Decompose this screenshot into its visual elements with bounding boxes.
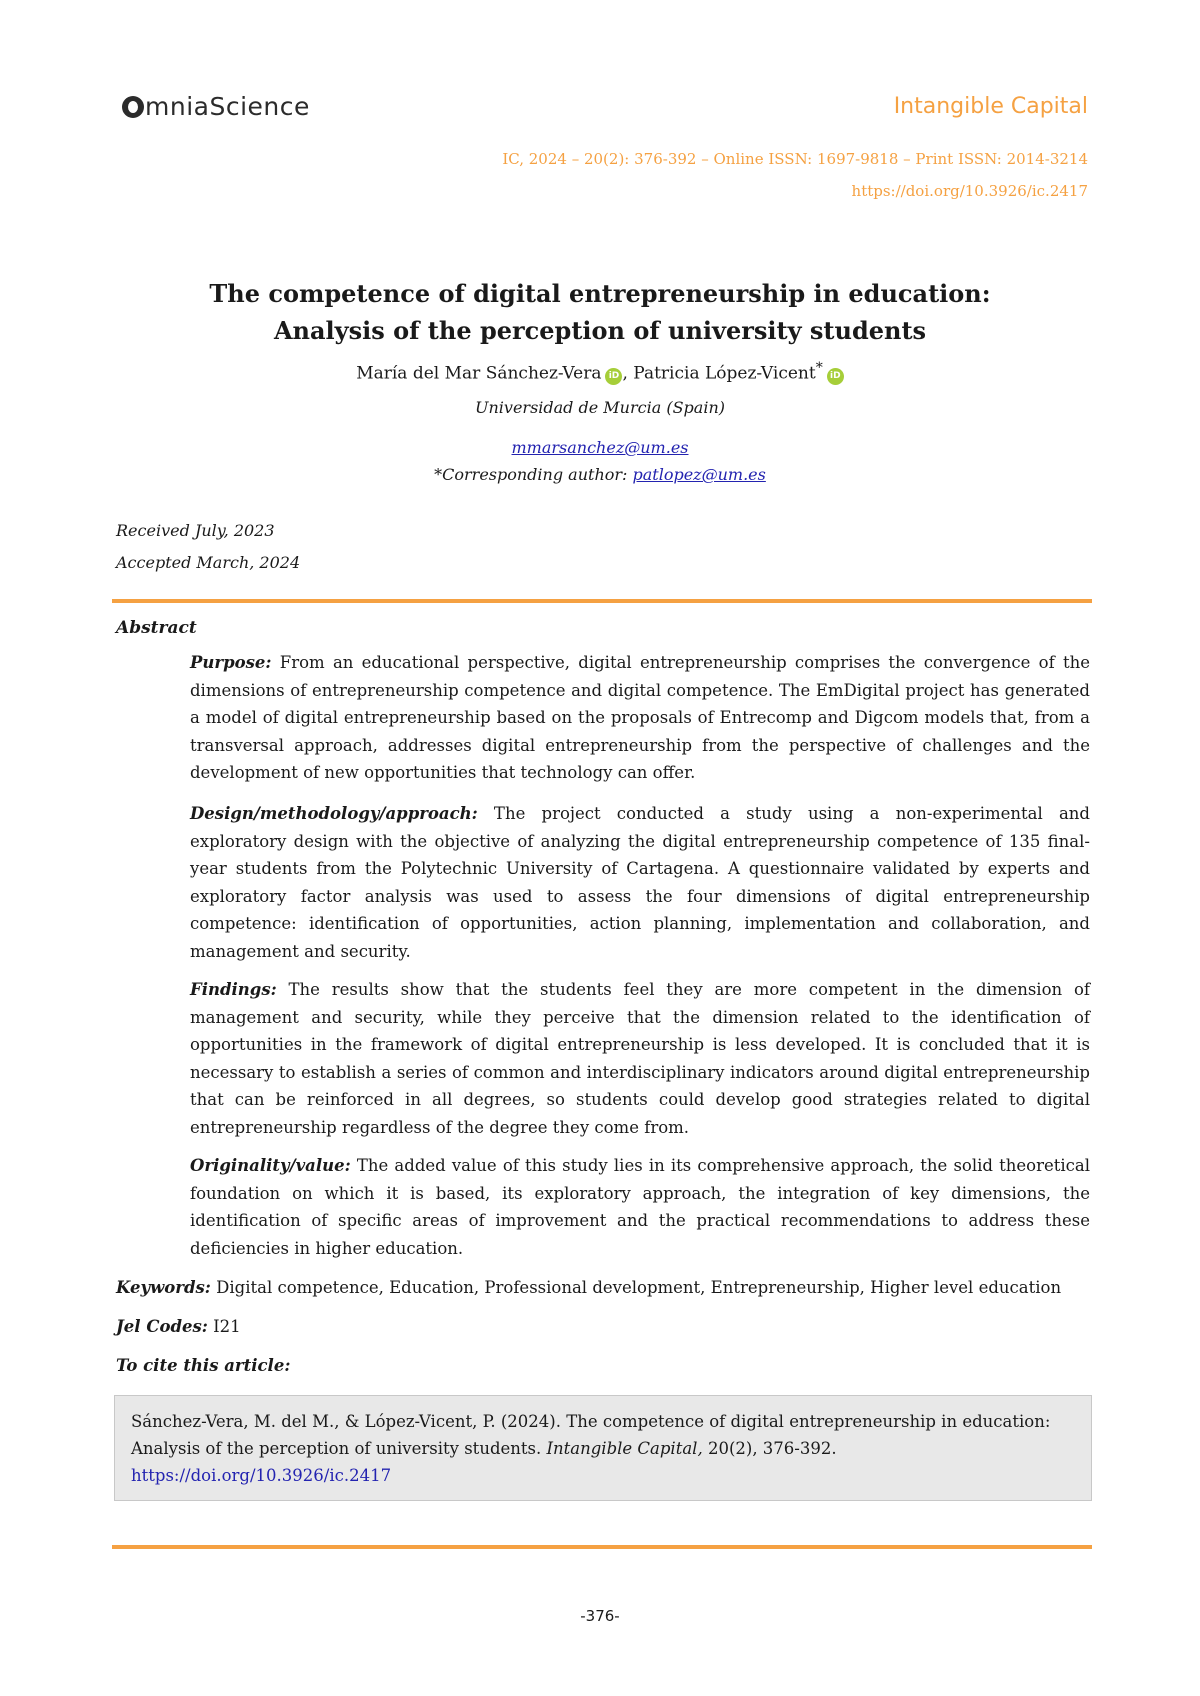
author-2: Patricia López-Vicent bbox=[633, 363, 816, 384]
orcid-icon[interactable]: iD bbox=[827, 368, 844, 385]
title-line-1: The competence of digital entrepreneurship in education: bbox=[209, 279, 991, 308]
article-dates bbox=[116, 515, 300, 579]
journal-name: Intangible Capital bbox=[893, 94, 1088, 119]
originality-label: Originality/value: bbox=[190, 1156, 351, 1175]
citation-volume: 20(2), 376-392. bbox=[702, 1439, 837, 1458]
title-line-2: Analysis of the perception of university students bbox=[273, 316, 927, 345]
jel-text: I21 bbox=[207, 1317, 241, 1336]
author-1: María del Mar Sánchez-Vera bbox=[356, 363, 602, 384]
top-divider bbox=[112, 599, 1092, 603]
corresponding-author bbox=[0, 465, 1200, 484]
findings-text: The results show that the students feel they are more competent in the dimension of management and security, while they perceive that the dimension related to the identification of opportunities in the framework of digital entrepreneurship is less developed. It is concluded that it is necessary to establish a series of common and interdisciplinary indicators around digital entrepreneurship that can be reinforced in all degrees, so students could develop good strategies related to digital entrepreneurship regardless of the degree they come from. bbox=[190, 980, 1090, 1137]
abstract-originality bbox=[190, 1152, 1090, 1262]
abstract-design bbox=[190, 800, 1090, 965]
citation-box bbox=[114, 1395, 1092, 1501]
article-title bbox=[0, 275, 1200, 349]
header-doi-link[interactable]: https://doi.org/10.3926/ic.2417 bbox=[851, 182, 1088, 200]
citation-journal: Intangible Capital, bbox=[546, 1439, 703, 1458]
orcid-icon[interactable]: iD bbox=[605, 368, 622, 385]
cite-heading bbox=[116, 1356, 290, 1375]
keywords bbox=[116, 1278, 1061, 1297]
author-email-link[interactable]: mmarsanchez@um.es bbox=[511, 438, 689, 457]
page-number: -376- bbox=[580, 1607, 620, 1625]
corresponding-mark: * bbox=[815, 360, 823, 376]
citation-doi-link[interactable]: https://doi.org/10.3926/ic.2417 bbox=[131, 1466, 392, 1485]
citation-text: Sánchez-Vera, M. del M., & López-Vicent, P. (2024). The competence of digital entrepreneurship in education: Analysis of the perception of university students. bbox=[131, 1412, 1051, 1458]
omniascience-logo-icon bbox=[122, 96, 144, 118]
corresponding-label: *Corresponding author: bbox=[434, 465, 633, 484]
logo-text: mniaScience bbox=[145, 92, 310, 121]
jel-label: Jel Codes: bbox=[116, 1317, 208, 1336]
design-label: Design/methodology/approach: bbox=[190, 804, 478, 823]
cite-label: To cite this article: bbox=[116, 1356, 291, 1375]
purpose-label: Purpose: bbox=[190, 653, 272, 672]
purpose-text: From an educational perspective, digital entrepreneurship comprises the convergence of the dimensions of entrepreneurship competence and digital competence. The EmDigital project has generated a model of digital entrepreneurship based on the proposals of Entrecomp and Digcom models that, from a transversal approach, addresses digital entrepreneurship from the perspective of challenges and the development of new opportunities that technology can offer. bbox=[190, 653, 1090, 782]
design-text: The project conducted a study using a non-experimental and exploratory design with the objective of analyzing the digital entrepreneurship competence of 135 final-year students from the Polytechnic University of Cartagena. A questionnaire validated by experts and exploratory factor analysis was used to assess the four dimensions of digital entrepreneurship competence: identification of opportunities, action planning, implementation and collaboration, and management and security. bbox=[190, 804, 1090, 961]
abstract-purpose bbox=[190, 649, 1090, 787]
bottom-divider bbox=[112, 1545, 1092, 1549]
originality-text: The added value of this study lies in its comprehensive approach, the solid theoretical foundation on which it is based, its exploratory approach, the integration of key dimensions, the identification of specific areas of improvement and the practical recommendations to address these deficiencies in higher education. bbox=[190, 1156, 1090, 1258]
findings-label: Findings: bbox=[190, 980, 277, 999]
corresponding-email-link[interactable]: patlopez@um.es bbox=[632, 465, 766, 484]
issue-info: IC, 2024 – 20(2): 376-392 – Online ISSN: 1697-9818 – Print ISSN: 2014-3214 bbox=[502, 150, 1088, 168]
keywords-text: Digital competence, Education, Professional development, Entrepreneurship, Higher level education bbox=[210, 1278, 1062, 1297]
omniascience-logo bbox=[122, 92, 310, 121]
received-date: Received July, 2023 bbox=[116, 521, 275, 540]
accepted-date: Accepted March, 2024 bbox=[116, 553, 301, 572]
jel-codes bbox=[116, 1317, 241, 1336]
abstract-heading: Abstract bbox=[116, 618, 197, 638]
keywords-label: Keywords: bbox=[116, 1278, 211, 1297]
author-list: María del Mar Sánchez-Vera iD , Patricia López-Vicent* iD bbox=[0, 360, 1200, 385]
abstract-findings bbox=[190, 976, 1090, 1141]
affiliation: Universidad de Murcia (Spain) bbox=[475, 398, 725, 417]
